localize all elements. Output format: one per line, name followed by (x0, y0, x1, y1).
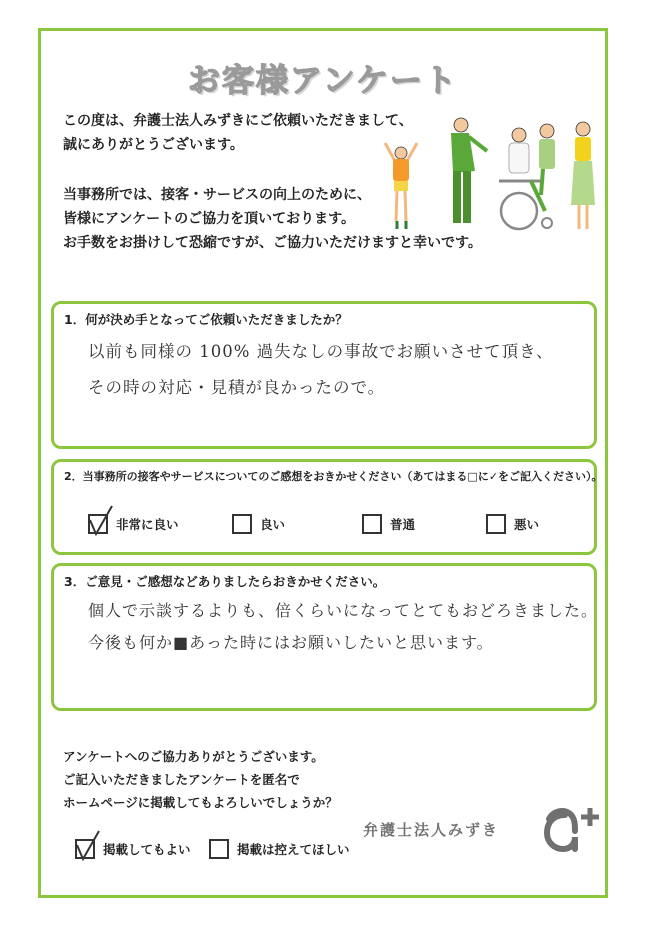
checkmark-icon (71, 829, 105, 863)
answer-1-line-1[interactable]: 以前も同様の 100% 過失なしの事故でお願いさせて頂き、 (88, 342, 554, 361)
intro-line-3: 当事務所では、接客・サービスの向上のために、 (63, 187, 371, 203)
question-2-label: 2．当事務所の接客やサービスについてのご感想をおきかせください（あてはまる□に✓をご記入ください）。 (64, 470, 603, 483)
checkbox-good[interactable] (232, 514, 252, 534)
consent-no-label: 掲載は控えてほしい (237, 842, 350, 857)
firm-logo-icon (537, 797, 601, 853)
people-illustration (369, 111, 605, 235)
answer-3-line-2[interactable]: 今後も何か■あった時にはお願いしたいと思います。 (88, 633, 494, 652)
intro-line-1: この度は、弁護士法人みずきにご依頼いただきまして、 (63, 113, 413, 129)
question-3-box (51, 563, 597, 711)
survey-title: お客様アンケート (187, 61, 459, 99)
consent-no-option[interactable] (209, 839, 350, 859)
footer-line-3: ホームページに掲載してもよろしいでしょうか？ (63, 795, 338, 810)
checkbox-average[interactable] (362, 514, 382, 534)
footer-line-1: アンケートへのご協力ありがとうございます。 (63, 749, 324, 764)
question-2-box (51, 459, 603, 555)
option-bad[interactable] (486, 514, 539, 534)
survey-sheet (38, 28, 608, 898)
checkbox-very-good[interactable] (88, 514, 108, 534)
intro-line-4: 皆様にアンケートのご協力を頂いております。 (63, 211, 356, 227)
consent-yes-checkbox[interactable] (75, 839, 95, 859)
intro-line-2: 誠にありがとうございます。 (63, 137, 244, 153)
consent-yes-label: 掲載してもよい (103, 842, 191, 857)
answer-3-line-1[interactable]: 個人で示談するよりも、倍くらいになってとてもおどろきました。 (88, 601, 599, 620)
footer-line-2: ご記入いただきましたアンケートを匿名で (63, 772, 300, 787)
option-good-label: 良い (260, 517, 286, 532)
question-1-label: 1．何が決め手となってご依頼いただきましたか？ (64, 312, 348, 327)
answer-1-line-2[interactable]: その時の対応・見積が良かったので。 (88, 378, 386, 397)
firm-name: 弁護士法人みずき (363, 821, 500, 839)
option-very-good[interactable] (88, 514, 179, 534)
caregiver-figure (539, 124, 555, 195)
checkbox-bad[interactable] (486, 514, 506, 534)
option-bad-label: 悪い (514, 517, 540, 532)
option-average-label: 普通 (390, 517, 416, 532)
option-good[interactable] (232, 514, 285, 534)
lawyer-figure (451, 118, 487, 223)
checkmark-icon (84, 504, 118, 538)
child-figure (385, 143, 417, 229)
consent-no-checkbox[interactable] (209, 839, 229, 859)
woman-figure (571, 122, 595, 229)
intro-line-5: お手数をお掛けして恐縮ですが、ご協力いただけますと幸いです。 (63, 235, 482, 251)
consent-yes-option[interactable] (75, 839, 191, 859)
option-very-good-label: 非常に良い (116, 517, 179, 532)
option-average[interactable] (362, 514, 415, 534)
question-3-label: 3．ご意見・ご感想などありましたらおきかせください。 (64, 574, 386, 589)
question-1-box (51, 301, 597, 449)
